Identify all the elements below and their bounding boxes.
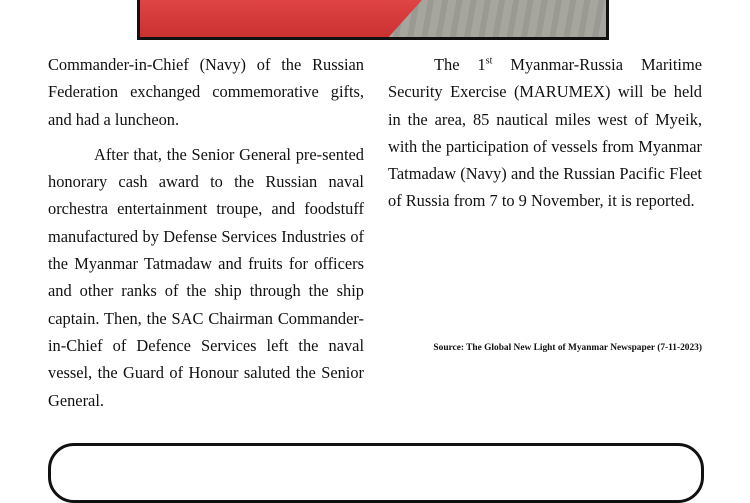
source-credit: Source: The Global New Light of Myanmar Newspaper (7-11-2023) (433, 343, 702, 353)
ordinal-superscript: st (485, 55, 493, 67)
next-section-frame (48, 443, 704, 503)
right-paragraph-start: The 1 (434, 55, 486, 74)
right-paragraph-1 (388, 51, 702, 215)
ship-deck (386, 0, 606, 40)
right-paragraph-rest: Myanmar-Russia Maritime Security Exercise (MARUMEX) will be held in the area, 85 nautical miles west of Myeik, with the participation of vessels from Myanmar Tatmadaw (Navy) and the Russian Pacific Fleet of Russia from 7 to 9 November, it is reported. (388, 55, 702, 211)
ceremony-photo (137, 0, 609, 40)
right-column (388, 51, 702, 215)
left-paragraph-1: Commander-in-Chief (Navy) of the Russian Federation exchanged commemorative gifts, and had a luncheon. (48, 55, 364, 129)
left-paragraph-2: After that, the Senior General pre-sented honorary cash award to the Russian naval orchestra entertainment troupe, and foodstuff manufactured by Defense Services Industries of the Myanmar Tatmadaw and fruits for officers and other ranks of the ship through the ship captain. Then, the SAC Chairman Commander-in-Chief of Defence Services left the naval vessel, the Guard of Honour saluted the Senior General. (48, 144, 364, 410)
left-column (48, 51, 364, 414)
